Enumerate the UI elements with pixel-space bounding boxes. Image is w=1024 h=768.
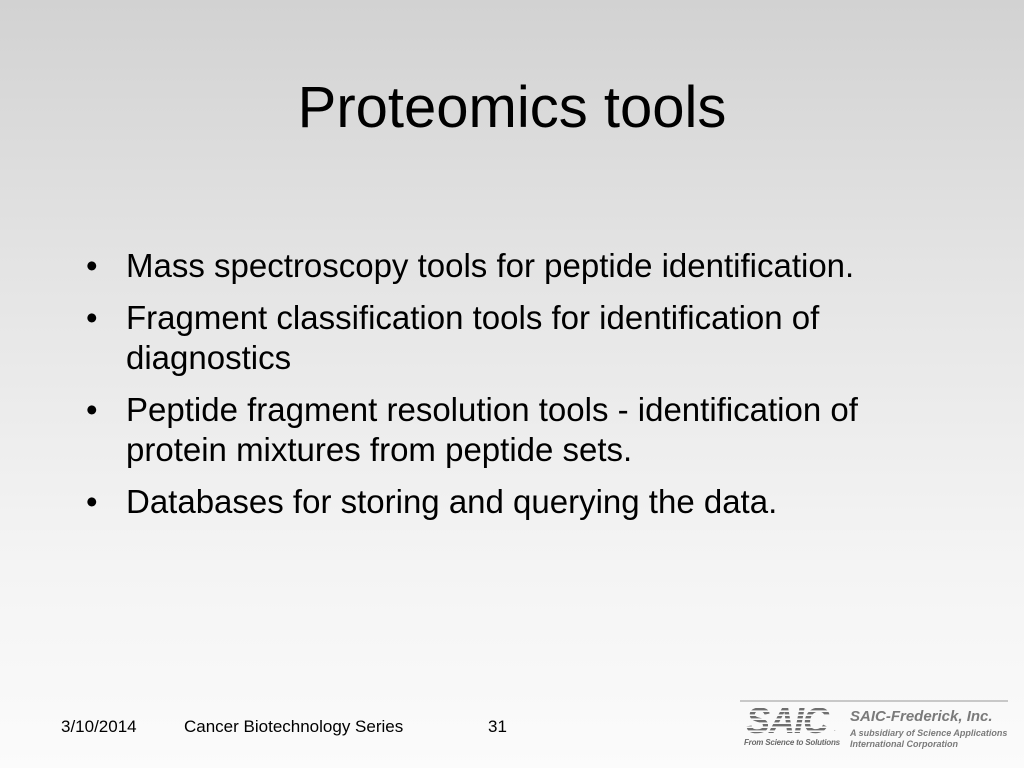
svg-text:SAIC: SAIC (746, 704, 829, 736)
logo-tagline: From Science to Solutions (744, 738, 840, 747)
bullet-text: Fragment classification tools for identification of diagnostics (126, 299, 820, 376)
slide-title: Proteomics tools (297, 75, 727, 140)
bullet-text: Mass spectroscopy tools for peptide identification. (126, 247, 855, 284)
logo-divider (740, 700, 1008, 702)
page-number: 31 (488, 717, 507, 736)
saic-frederick-logo (740, 700, 1010, 752)
bullet-text: Peptide fragment resolution tools - identification of protein mixtures from peptide sets. (126, 391, 858, 468)
bullet-marker: • (86, 299, 98, 336)
logo-subsidiary-text (850, 728, 1007, 750)
bullet-item (86, 298, 946, 378)
bullet-marker: • (86, 391, 98, 428)
bullet-text: Databases for storing and querying the data. (126, 483, 778, 520)
bullet-marker: • (86, 483, 98, 520)
logo-subsidiary-line1: A subsidiary of Science Applications (850, 728, 1008, 738)
saic-wordmark-icon (744, 704, 844, 736)
svg-text:.: . (834, 727, 836, 733)
footer-date: 3/10/2014 (61, 717, 137, 736)
bullet-item (86, 246, 946, 286)
footer-series-title: Cancer Biotechnology Series (184, 717, 404, 736)
bullet-marker: • (86, 247, 98, 284)
logo-subsidiary-line2: International Corporation (850, 739, 958, 749)
logo-company-name: SAIC-Frederick, Inc. (850, 708, 993, 725)
bullet-item (86, 482, 946, 522)
bullet-item (86, 390, 946, 470)
bullet-list (86, 246, 946, 534)
